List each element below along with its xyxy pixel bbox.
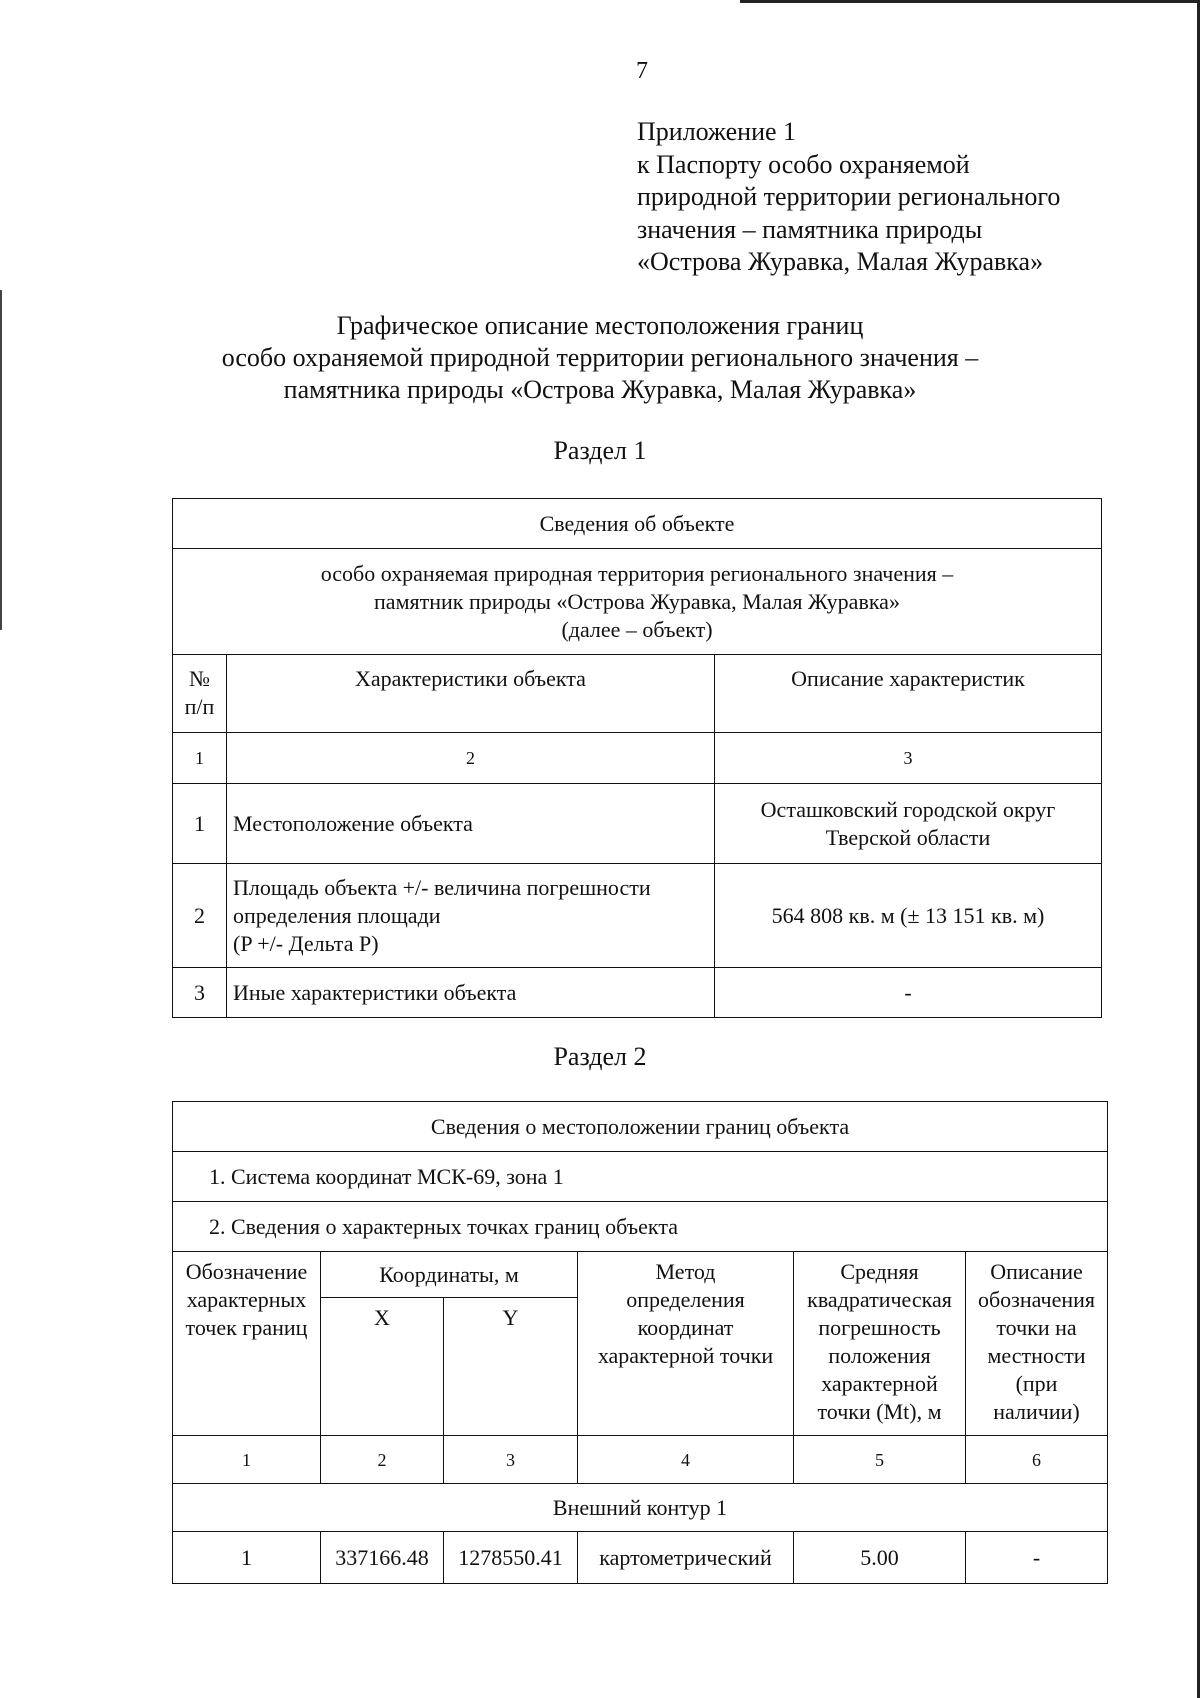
points-info: 2. Сведения о характерных точках границ объекта: [173, 1202, 1108, 1252]
table-row: [173, 968, 1102, 1018]
appendix-block: [637, 116, 1157, 279]
column-number: 1: [173, 1436, 321, 1484]
column-number: 2: [227, 733, 715, 784]
header-y: Y: [444, 1298, 578, 1436]
row-characteristic: Иные характеристики объекта: [227, 968, 715, 1018]
row-value: -: [715, 968, 1102, 1018]
section-1-title: Раздел 1: [553, 436, 647, 465]
column-number: 3: [444, 1436, 578, 1484]
column-number: 1: [173, 733, 227, 784]
row-number: 3: [173, 968, 227, 1018]
column-number: 4: [578, 1436, 794, 1484]
header-description: Описание характеристик: [715, 655, 1102, 733]
section-2-title: Раздел 2: [553, 1042, 647, 1071]
column-number: 3: [715, 733, 1102, 784]
row-number: 2: [173, 864, 227, 968]
appendix-line: «Острова Журавка, Малая Журавка»: [637, 247, 1044, 276]
scan-edge-top: [740, 0, 1200, 3]
point-y: 1278550.41: [444, 1532, 578, 1584]
object-info-table: [172, 498, 1102, 1018]
document-heading: [150, 310, 1050, 406]
table-row: [173, 1532, 1108, 1584]
point-description: -: [966, 1532, 1108, 1584]
heading-line: памятника природы «Острова Журавка, Малая Журавка»: [283, 375, 917, 404]
boundary-table: [172, 1101, 1108, 1584]
object-line: (далее – объект): [561, 616, 713, 642]
point-mt: 5.00: [794, 1532, 966, 1584]
row-value: Осташковский городской округ Тверской области: [715, 784, 1102, 864]
header-coordinates: Координаты, м: [321, 1252, 578, 1298]
header-x: X: [321, 1298, 444, 1436]
point-method: картометрический: [578, 1532, 794, 1584]
header-method: Метод определения координат характерной точки: [578, 1252, 794, 1436]
row-number: 1: [173, 784, 227, 864]
table-row: [173, 784, 1102, 864]
point-id: 1: [173, 1532, 321, 1584]
point-x: 337166.48: [321, 1532, 444, 1584]
column-number: 5: [794, 1436, 966, 1484]
object-line: особо охраняемая природная территория регионального значения –: [320, 560, 954, 586]
row-value: 564 808 кв. м (± 13 151 кв. м): [715, 864, 1102, 968]
table-title: Сведения об объекте: [173, 499, 1102, 549]
row-characteristic: Местоположение объекта: [227, 784, 715, 864]
page-number: 7: [636, 58, 648, 84]
header-point-description: Описание обозначения точки на местности (при наличии): [966, 1252, 1108, 1436]
appendix-line: к Паспорту особо охраняемой: [637, 149, 970, 179]
table-row: [173, 864, 1102, 968]
contour-label: Внешний контур 1: [173, 1484, 1108, 1532]
table-title: Сведения о местоположении границ объекта: [173, 1102, 1108, 1152]
header-error: Средняя квадратическая погрешность положения характерной точки (Mt), м: [794, 1252, 966, 1436]
appendix-line: природной территории регионального: [637, 182, 1061, 211]
appendix-line: значения – памятника природы: [637, 214, 983, 244]
appendix-line: Приложение 1: [637, 117, 797, 146]
heading-line: Графическое описание местоположения границ: [336, 311, 864, 340]
object-line: памятник природы «Острова Журавка, Малая Журавка»: [374, 588, 900, 614]
column-number: 6: [966, 1436, 1108, 1484]
column-number: 2: [321, 1436, 444, 1484]
heading-line: особо охраняемой природной территории регионального значения –: [221, 343, 979, 372]
coordinate-system: 1. Система координат МСК-69, зона 1: [173, 1152, 1108, 1202]
header-number: № п/п: [173, 655, 227, 733]
row-characteristic: Площадь объекта +/- величина погрешности определения площади (P +/- Дельта P): [227, 864, 715, 968]
object-description: [173, 549, 1102, 655]
header-characteristics: Характеристики объекта: [227, 655, 715, 733]
header-designation: Обозначение характерных точек границ: [173, 1252, 321, 1436]
